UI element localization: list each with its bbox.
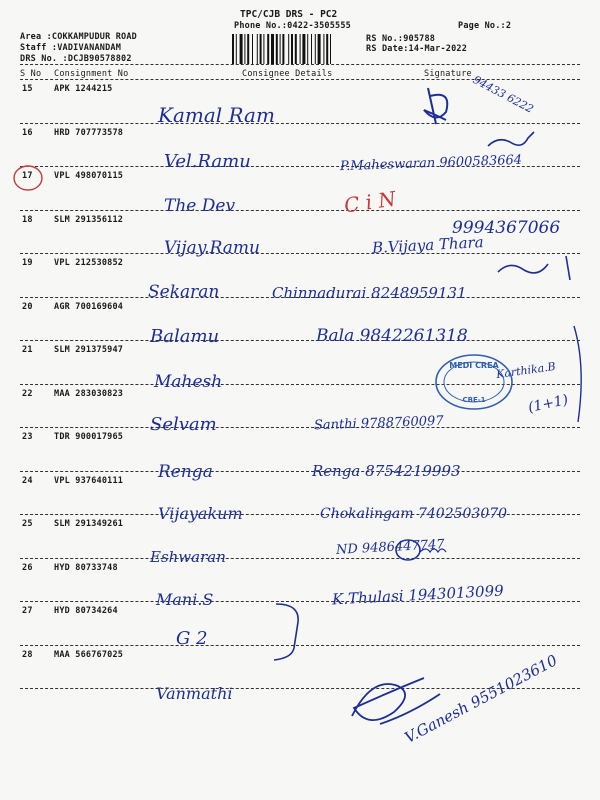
hw-r22-detail: Santhi 9788760097 (313, 413, 444, 434)
row-rule (20, 471, 580, 472)
stamp-line1: MEDI CREA (449, 361, 499, 370)
drs-number: DRS No. :DCJB90578802 (20, 54, 132, 64)
barcode-bar (323, 34, 324, 64)
hw-r25-name: Eshwaran (150, 548, 226, 566)
row-rule (20, 558, 580, 559)
row-sno: 15 (22, 84, 33, 94)
barcode-bar (276, 34, 278, 64)
hw-r18-name: Vijay.Ramu (164, 238, 260, 258)
row-consignment-no: APK 1244215 (54, 84, 113, 94)
row-consignment-no: SLM 291356112 (54, 214, 124, 225)
hw-r22-mark: (1+1) (526, 391, 570, 417)
row-sno: 24 (22, 475, 33, 486)
row-consignment-no: VPL 498070115 (54, 171, 124, 181)
row-rule (20, 123, 580, 124)
col-signature: Signature (424, 69, 472, 79)
row-sno: 21 (22, 345, 33, 355)
hw-r19-name: Sekaran (148, 282, 220, 302)
hw-r28-name: Vanmathi (156, 684, 233, 703)
staff-label: Staff :VADIVANANDAM (20, 43, 122, 53)
stamp-line2: CBE-1 (462, 396, 486, 404)
row-rule (20, 340, 580, 341)
barcode-bar (302, 34, 305, 64)
hw-r27-mark: G 2 (176, 628, 208, 649)
row-consignment-no: SLM 291375947 (54, 345, 124, 355)
barcode-bar (236, 34, 237, 64)
row-rule (20, 601, 580, 602)
hw-r21-detail: Karthika.B (495, 359, 557, 382)
column-rule (20, 79, 580, 80)
col-consignee: Consignee Details (242, 69, 333, 79)
hw-r20-name: Balamu (150, 326, 220, 347)
barcode-bar (244, 34, 245, 64)
page-number: Page No.:2 (458, 21, 512, 31)
row-sno: 22 (22, 388, 33, 399)
row-sno: 20 (22, 301, 33, 312)
row-consignment-no: HYD 80733748 (54, 562, 118, 573)
rs-date: RS Date:14-Mar-2022 (366, 44, 468, 54)
hw-r20-detail: Bala 9842261318 (316, 326, 468, 346)
phone-number: Phone No.:0422-3505555 (234, 21, 351, 31)
row-sno: 19 (22, 258, 33, 268)
col-sno: S No (20, 69, 42, 79)
hw-r28-detail: V.Ganesh 9551023610 (401, 651, 561, 747)
hw-r26-name: Mani.S (156, 590, 214, 609)
row-consignment-no: AGR 700169604 (54, 301, 124, 312)
barcode-bar (295, 34, 297, 64)
row-sno: 28 (22, 649, 33, 660)
row-sno: 27 (22, 606, 33, 616)
header-rule (20, 64, 580, 65)
row-sno: 17 (22, 171, 33, 181)
bracket-row-27 (274, 604, 298, 660)
barcode-bar (252, 34, 253, 64)
row-consignment-no: HRD 707773578 (54, 127, 124, 138)
hw-r22-name: Selvam (150, 414, 217, 435)
barcode-bar (267, 34, 269, 64)
signature-16 (488, 132, 534, 146)
row-rule (20, 253, 580, 254)
barcode-bar (300, 34, 301, 64)
row-rule (20, 210, 580, 211)
row-rule (20, 427, 580, 428)
hw-r25-detail: ND 9486447747 (335, 537, 445, 558)
barcode-bar (330, 34, 331, 64)
barcode-bar (282, 34, 284, 64)
barcode (232, 34, 360, 64)
hw-r26-detail: K.Thulasi 1943013099 (331, 581, 505, 609)
barcode-bar (288, 34, 289, 64)
barcode-bar (232, 34, 234, 64)
area-label: Area :COKKAMPUDUR ROAD (20, 32, 137, 42)
hw-r24-detail: Chokalingam 7402503070 (320, 506, 508, 522)
row-consignment-no: VPL 937640111 (54, 475, 124, 486)
signature-15 (424, 88, 447, 124)
row-consignment-no: HYD 80734264 (54, 606, 118, 616)
hw-r16-name: Vel.Ramu (164, 151, 251, 172)
barcode-bar (291, 34, 293, 64)
barcode-bar (247, 34, 249, 64)
hw-r23-name: Renga (158, 462, 213, 482)
col-consignment: Consignment No (54, 69, 129, 79)
barcode-bar (260, 34, 262, 64)
barcode-bar (318, 34, 321, 64)
row-consignment-no: VPL 212530852 (54, 258, 124, 268)
barcode-bar (307, 34, 308, 64)
row-sno: 18 (22, 214, 33, 225)
row-consignment-no: TDR 900017965 (54, 432, 124, 442)
barcode-bar (326, 34, 328, 64)
hw-r18-detail: B.Vijaya Thara (371, 233, 485, 257)
barcode-bar (240, 34, 243, 64)
row-sno: 16 (22, 127, 33, 138)
barcode-bar (271, 34, 274, 64)
hw-r18-phone: 9994367066 (452, 218, 561, 238)
rs-number: RS No.:905788 (366, 34, 436, 44)
row-consignment-no: SLM 291349261 (54, 519, 124, 529)
row-rule (20, 645, 580, 646)
hw-r15-note: 94433 6222 (470, 73, 536, 116)
barcode-bar (315, 34, 316, 64)
row-sno: 23 (22, 432, 33, 442)
signature-19 (498, 256, 570, 280)
hw-r17-mark: C i N (342, 186, 398, 218)
barcode-bar (280, 34, 281, 64)
barcode-bar (257, 34, 258, 64)
hw-r19-detail: Chinnadurai 8248959131 (272, 284, 467, 302)
row-consignment-no: MAA 283030823 (54, 388, 124, 399)
barcode-bar (311, 34, 312, 64)
hw-r24-name: Vijayakum (158, 504, 243, 523)
hw-r23-detail: Renga 8754219993 (312, 462, 461, 480)
hw-r17-name: The Dev (164, 196, 236, 216)
hw-r21-name: Mahesh (154, 372, 223, 392)
hw-r15-name: Kamal Ram (158, 103, 275, 127)
drs-title: TPC/CJB DRS - PC2 (240, 9, 338, 20)
row-consignment-no: MAA 566767025 (54, 649, 124, 660)
hw-r16-detail: P.Maheswaran 9600583664 (339, 152, 523, 175)
barcode-bar (263, 34, 264, 64)
medi-crea-stamp (432, 352, 516, 412)
row-sno: 26 (22, 562, 33, 573)
row-sno: 25 (22, 519, 33, 529)
